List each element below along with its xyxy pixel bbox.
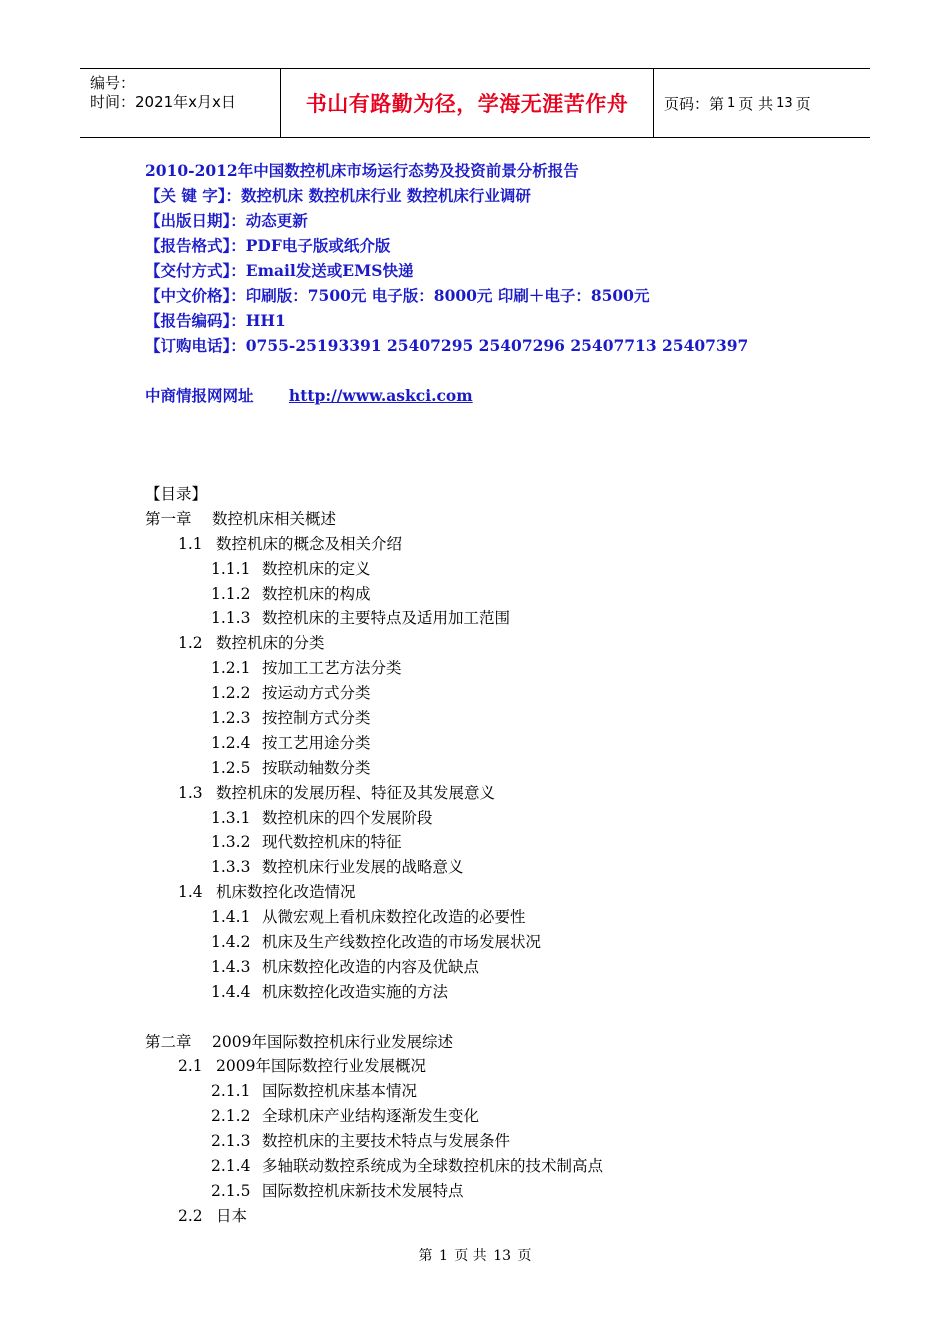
toc-entry-number: 2.1.2: [211, 1107, 251, 1126]
toc-entry-number: 1.2.1: [211, 659, 251, 678]
info-phone: 【订购电话】：0755-25193391 25407295 25407296 25407713 25407397: [145, 336, 749, 355]
toc-entry-text: 数控机床的概念及相关介绍: [216, 534, 403, 553]
site-label: 中商情报网网址: [145, 386, 254, 405]
toc-entry-text: 按运动方式分类: [262, 684, 371, 703]
toc-entry-text: 数控机床相关概述: [212, 509, 337, 528]
toc-entry-number: 1.3.2: [211, 833, 251, 852]
toc-entry-number: 1.4: [178, 883, 203, 902]
info-publish-date: 【出版日期】：动态更新: [145, 211, 308, 230]
footer-suffix: 页: [517, 1248, 532, 1264]
toc-entry: [145, 1054, 603, 1079]
toc-entry: [145, 731, 603, 756]
toc-entry: [145, 631, 603, 656]
toc-entry-text: 2009年国际数控机床行业发展综述: [212, 1032, 453, 1051]
toc-entry-text: 机床数控化改造情况: [216, 883, 356, 902]
toc-entry-number: 1.4.4: [211, 982, 251, 1001]
toc-entry-text: 多轴联动数控系统成为全球数控机床的技术制高点: [262, 1157, 604, 1176]
toc-entry: [145, 1030, 603, 1055]
report-title: 2010-2012年中国数控机床市场运行态势及投资前景分析报告: [145, 161, 579, 180]
toc-entry-text: 按工艺用途分类: [262, 733, 371, 752]
toc-entry-number: 1.4.2: [211, 933, 251, 952]
toc-entry: [145, 880, 603, 905]
info-code: 【报告编码】：HH1: [145, 311, 286, 330]
footer-total: 13: [493, 1248, 512, 1264]
toc-entry-text: 按加工工艺方法分类: [262, 659, 402, 678]
toc-entry: [145, 855, 603, 880]
toc-entry-number: 第二章: [145, 1032, 192, 1051]
toc-entry: [145, 1154, 603, 1179]
table-of-contents: [145, 482, 603, 1229]
toc-entry-text: 按控制方式分类: [262, 709, 371, 728]
toc-entry-text: 数控机床的定义: [262, 559, 371, 578]
toc-entry-number: 2.2: [178, 1206, 203, 1225]
toc-entry: [145, 1129, 603, 1154]
header-page-indicator: [664, 69, 811, 137]
page-footer: [0, 1245, 950, 1265]
toc-entry-text: 全球机床产业结构逐渐发生变化: [262, 1107, 480, 1126]
footer-prefix: 第: [418, 1248, 433, 1264]
toc-entry: [145, 756, 603, 781]
toc-entry-number: 1.3: [178, 783, 203, 802]
report-info: [145, 158, 748, 358]
toc-entry-number: 1.4.1: [211, 908, 251, 927]
toc-entry-text: 数控机床行业发展的战略意义: [262, 858, 464, 877]
motto: 书山有路勤为径，学海无涯苦作舟: [281, 69, 654, 137]
toc-entry: [145, 1204, 603, 1229]
toc-entry: [145, 557, 603, 582]
toc-entry-number: 1.2.2: [211, 684, 251, 703]
toc-entry-text: 数控机床的构成: [262, 584, 371, 603]
header-meta-cell: [80, 69, 281, 137]
info-price: 【中文价格】：印刷版：7500元 电子版：8000元 印刷＋电子：8500元: [145, 286, 650, 305]
toc-entry-number: 1.1.2: [211, 584, 251, 603]
toc-entry-number: 1.3.1: [211, 808, 251, 827]
toc-entry: [145, 1104, 603, 1129]
toc-entry-number: 1.1.1: [211, 559, 251, 578]
footer-mid: 页 共: [454, 1248, 487, 1264]
toc-entry-number: 1.2.3: [211, 709, 251, 728]
toc-entry-number: 1.3.3: [211, 858, 251, 877]
info-keywords: 【关 键 字】：数控机床 数控机床行业 数控机床行业调研: [145, 186, 531, 205]
toc-entry-number: 第一章: [145, 509, 192, 528]
time-label: 时间：2021年x月x日: [90, 93, 236, 111]
toc-entry-number: 2.1.5: [211, 1181, 251, 1200]
toc-entry: [145, 930, 603, 955]
header-table: [80, 68, 870, 138]
page-mid: 页 共: [738, 94, 774, 113]
toc-entry-text: 2009年国际数控行业发展概况: [216, 1057, 426, 1076]
toc-entry-text: 数控机床的四个发展阶段: [262, 808, 433, 827]
toc-entry-text: 国际数控机床基本情况: [262, 1082, 418, 1101]
toc-entry-number: 2.1.3: [211, 1132, 251, 1151]
toc-entry: [145, 582, 603, 607]
toc-entry-text: 从微宏观上看机床数控化改造的必要性: [262, 908, 526, 927]
toc-entry-text: 现代数控机床的特征: [262, 833, 402, 852]
toc-entry-number: 1.4.3: [211, 957, 251, 976]
info-delivery: 【交付方式】：Email发送或EMS快递: [145, 261, 414, 280]
toc-entry: [145, 980, 603, 1005]
info-format: 【报告格式】：PDF电子版或纸介版: [145, 236, 391, 255]
toc-entry-text: 机床数控化改造的内容及优缺点: [262, 957, 480, 976]
toc-entry: [145, 955, 603, 980]
toc-entry: [145, 482, 603, 507]
toc-entry-text: 数控机床的主要特点及适用加工范围: [262, 609, 511, 628]
toc-entry-number: 1.1: [178, 534, 203, 553]
toc-entry: [145, 1179, 603, 1204]
toc-entry-text: 日本: [216, 1206, 248, 1225]
toc-entry: [145, 706, 603, 731]
number-label: 编号：: [90, 74, 136, 92]
toc-entry-text: 机床及生产线数控化改造的市场发展状况: [262, 933, 542, 952]
toc-entry: [145, 905, 603, 930]
toc-entry: [145, 656, 603, 681]
toc-entry: [145, 1079, 603, 1104]
site-link[interactable]: http://www.askci.com: [288, 386, 473, 405]
toc-entry: [145, 507, 603, 532]
toc-entry-number: 2.1.4: [211, 1157, 251, 1176]
toc-entry: [145, 1005, 603, 1030]
toc-entry: [145, 606, 603, 631]
page-total: 13: [776, 95, 793, 111]
toc-entry: [145, 681, 603, 706]
toc-entry-number: 1.2.5: [211, 758, 251, 777]
toc-entry-text: 数控机床的发展历程、特征及其发展意义: [216, 783, 496, 802]
toc-entry-text: 数控机床的主要技术特点与发展条件: [262, 1132, 511, 1151]
toc-entry: [145, 806, 603, 831]
toc-entry-number: 1.2: [178, 634, 203, 653]
toc-entry-text: 国际数控机床新技术发展特点: [262, 1181, 464, 1200]
page-number: 1: [727, 95, 736, 111]
footer-page: 1: [438, 1248, 448, 1264]
site-line: [145, 383, 473, 408]
toc-entry-text: 按联动轴数分类: [262, 758, 371, 777]
toc-entry-number: 2.1.1: [211, 1082, 251, 1101]
toc-entry: [145, 830, 603, 855]
page-prefix: 页码：第: [664, 94, 725, 113]
page-suffix: 页: [795, 94, 811, 113]
toc-entry-text: 【目录】: [145, 485, 208, 503]
toc-entry: [145, 532, 603, 557]
toc-entry-number: 2.1: [178, 1057, 203, 1076]
toc-entry-text: 数控机床的分类: [216, 634, 325, 653]
toc-entry-text: 机床数控化改造实施的方法: [262, 982, 449, 1001]
toc-entry: [145, 781, 603, 806]
toc-entry-number: 1.2.4: [211, 733, 251, 752]
toc-entry-number: 1.1.3: [211, 609, 251, 628]
